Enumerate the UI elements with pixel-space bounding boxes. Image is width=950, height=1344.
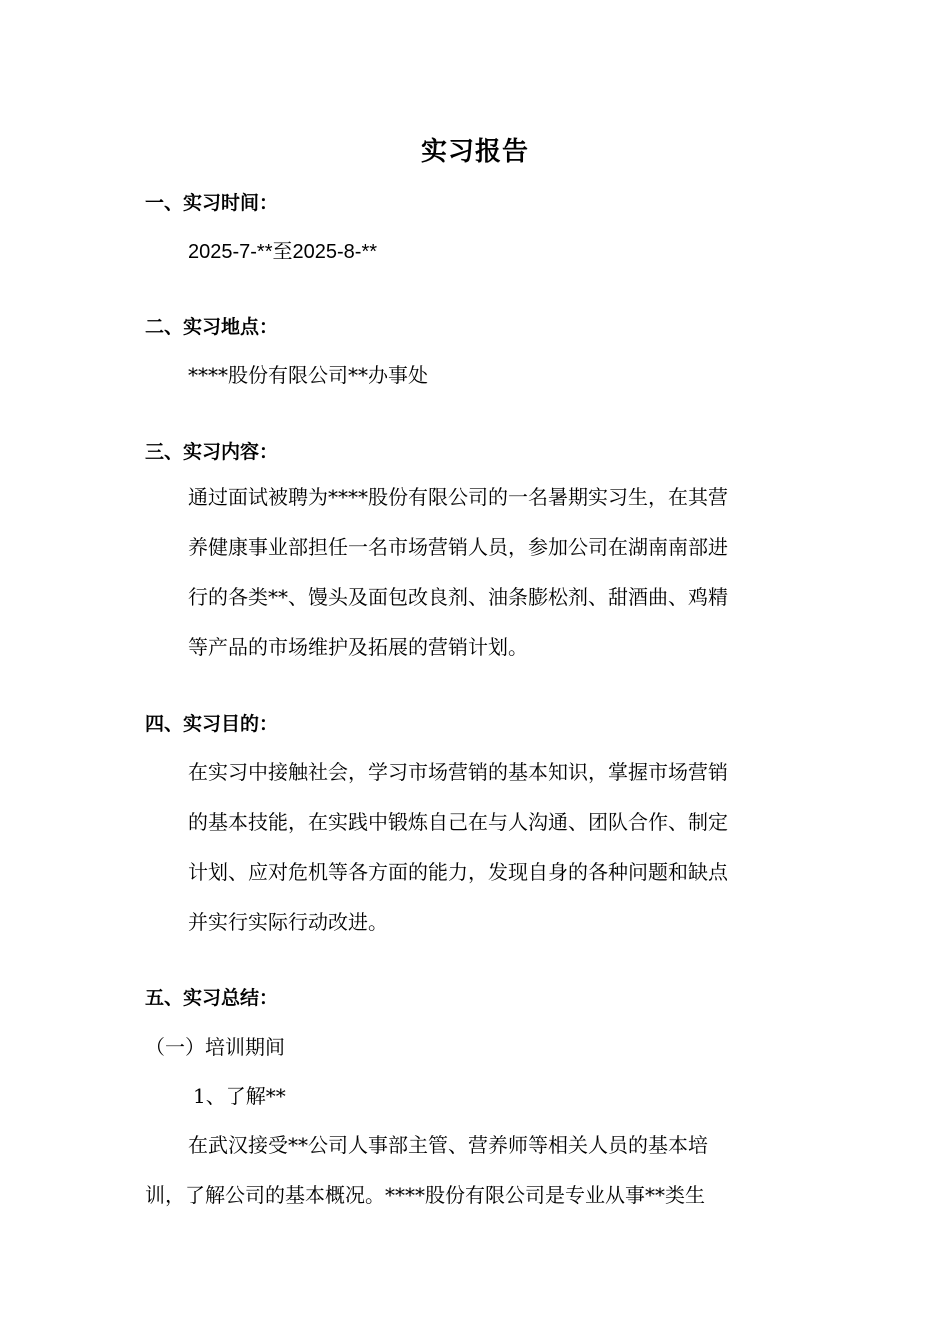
purpose-paragraph (188, 747, 808, 947)
section-purpose-heading: 四、实习目的： (145, 713, 279, 735)
paragraph-line: 训，了解公司的基本概况。****股份有限公司是专业从事**类生 (145, 1183, 705, 1207)
period-end: 2025-8-** (292, 241, 378, 263)
document-title: 实习报告 (420, 137, 529, 167)
internship-period (188, 236, 377, 267)
period-to: 至 (272, 239, 293, 263)
paragraph-line: 在实习中接触社会，学习市场营销的基本知识，掌握市场营销 (188, 760, 728, 784)
summary-item: 1、了解** (193, 1084, 286, 1108)
content-paragraph (188, 472, 808, 672)
paragraph-line: 等产品的市场维护及拓展的营销计划。 (188, 635, 528, 659)
paragraph-line: 的基本技能，在实践中锻炼自己在与人沟通、团队合作、制定 (188, 810, 728, 834)
period-start: 2025-7-** (188, 241, 273, 263)
summary-subheading: （一）培训期间 (145, 1035, 285, 1059)
section-content-heading: 三、实习内容： (145, 441, 279, 463)
paragraph-line: 并实行实际行动改进。 (188, 910, 388, 934)
paragraph-line: 计划、应对危机等各方面的能力，发现自身的各种问题和缺点 (188, 860, 728, 884)
section-time-heading: 一、实习时间： (145, 192, 279, 214)
internship-place: ****股份有限公司**办事处 (188, 363, 428, 387)
paragraph-line: 养健康事业部担任一名市场营销人员，参加公司在湖南南部进 (188, 535, 728, 559)
paragraph-line: 在武汉接受**公司人事部主管、营养师等相关人员的基本培 (188, 1133, 708, 1157)
section-summary-heading: 五、实习总结： (145, 987, 279, 1009)
section-place-heading: 二、实习地点： (145, 316, 279, 338)
paragraph-line: 通过面试被聘为****股份有限公司的一名暑期实习生，在其营 (188, 485, 728, 509)
paragraph-line: 行的各类**、馒头及面包改良剂、油条膨松剂、甜酒曲、鸡精 (188, 585, 728, 609)
